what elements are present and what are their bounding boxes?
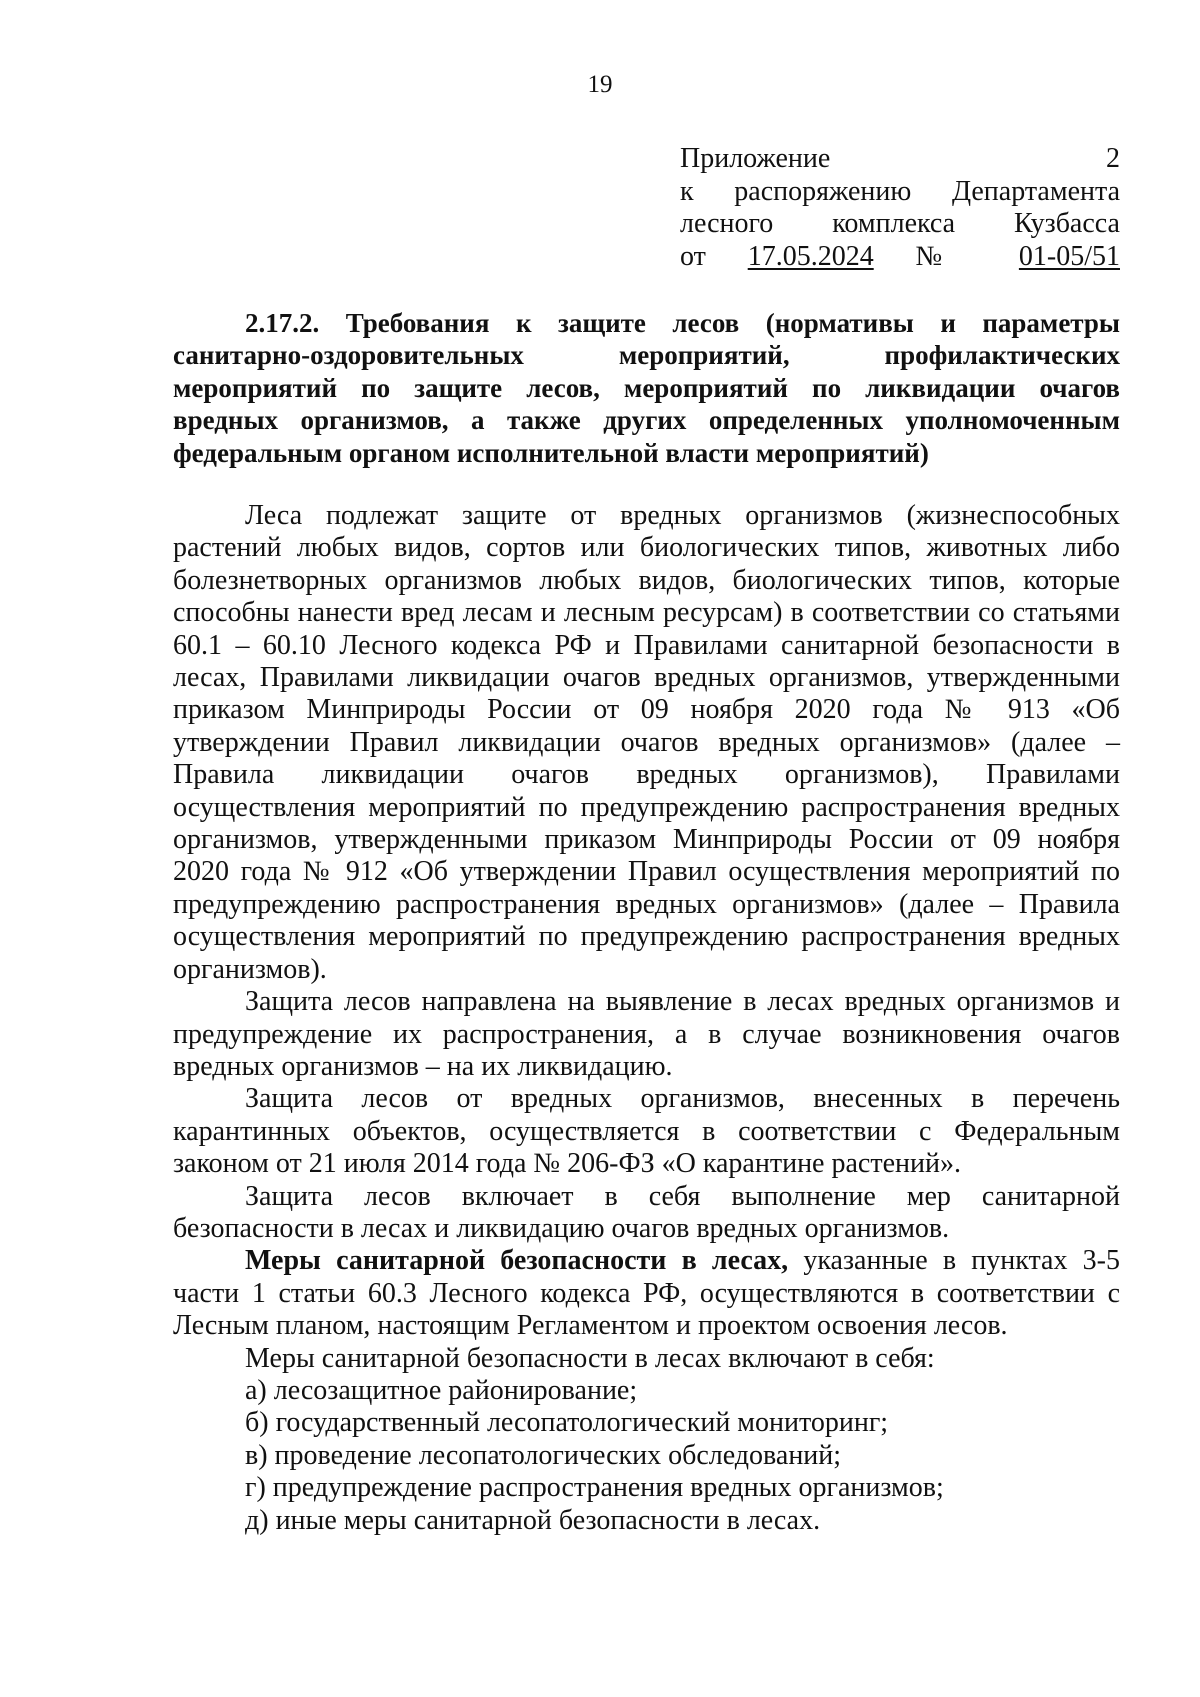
text-line: Защита лесов включает в себя выполнение мер санитарной <box>245 1180 1120 1212</box>
text-line: части 1 статьи 60.3 Лесного кодекса РФ, осуществляются в соответствии с <box>173 1277 1120 1309</box>
list-item: б) государственный лесопатологический мониторинг; <box>245 1407 889 1439</box>
paragraph-4 <box>173 1181 1120 1246</box>
number-prefix: № <box>873 240 1019 272</box>
paragraph-3 <box>173 1083 1120 1180</box>
document-date: 17.05.2024 <box>747 240 874 272</box>
text-line: Меры санитарной безопасности в лесах включают в себя: <box>245 1342 935 1374</box>
heading-line: санитарно-оздоровительных мероприятий, профилактических <box>173 340 1120 371</box>
document-number: 01-05/51 <box>1018 240 1120 272</box>
appendix-line-2: к распоряжению Департамента <box>680 175 1120 207</box>
appendix-header <box>680 143 1120 273</box>
body-text <box>173 500 1120 1537</box>
text-line: организмов, утвержденными приказом Минприроды России от 09 ноября <box>173 824 1120 856</box>
text-line: карантинных объектов, осуществляется в соответствии с Федеральным <box>173 1115 1120 1147</box>
text-line: растений любых видов, сортов или биологических типов, животных либо <box>173 532 1120 564</box>
text-line: 60.1 – 60.10 Лесного кодекса РФ и Правилами санитарной безопасности в <box>173 629 1120 661</box>
heading-line: вредных организмов, а также других определенных уполномоченным <box>173 405 1120 436</box>
text-line: Защита лесов от вредных организмов, внесенных в перечень <box>245 1083 1120 1115</box>
text-line <box>173 1245 1120 1277</box>
measures-list <box>173 1375 1120 1537</box>
text-line: предупреждение их распространения, а в случае возникновения очагов <box>173 1018 1120 1050</box>
heading-line: 2.17.2. Требования к защите лесов (нормативы и параметры <box>245 308 1120 338</box>
list-item: в) проведение лесопатологических обследований; <box>245 1439 842 1471</box>
paragraph-5 <box>173 1245 1120 1342</box>
text-run: указанные в пунктах 3-5 <box>788 1245 1120 1277</box>
paragraph-2 <box>173 986 1120 1083</box>
heading-line: мероприятий по защите лесов, мероприятий по ликвидации очагов <box>173 372 1120 403</box>
text-line: болезнетворных организмов любых видов, биологических типов, которые <box>173 564 1120 596</box>
text-line: Правила ликвидации очагов вредных организмов), Правилами <box>173 759 1120 791</box>
text-line: лесах, Правилами ликвидации очагов вредных организмов, утвержденными <box>173 662 1120 694</box>
text-line: способны нанести вред лесам и лесным ресурсам) в соответствии со статьями <box>173 597 1120 629</box>
appendix-date-line <box>680 241 1120 274</box>
list-item: д) иные меры санитарной безопасности в лесах. <box>245 1504 821 1536</box>
list-item: г) предупреждение распространения вредных организмов; <box>245 1472 944 1504</box>
list-item: а) лесозащитное районирование; <box>245 1374 638 1406</box>
text-line: осуществления мероприятий по предупреждению распространения вредных <box>173 791 1120 823</box>
text-line: приказом Минприроды России от 09 ноября 2020 года № 913 «Об <box>173 694 1120 726</box>
paragraph-6 <box>173 1343 1120 1375</box>
paragraph-1 <box>173 500 1120 986</box>
text-line: безопасности в лесах и ликвидацию очагов вредных организмов. <box>173 1212 950 1244</box>
text-line: 2020 года № 912 «Об утверждении Правил осуществления мероприятий по <box>173 856 1120 888</box>
bold-term: Меры санитарной безопасности в лесах, <box>245 1245 789 1277</box>
text-line: организмов). <box>173 953 327 985</box>
text-line: Защита лесов направлена на выявление в лесах вредных организмов и <box>245 986 1120 1018</box>
text-line: законом от 21 июля 2014 года № 206-ФЗ «О карантине растений». <box>173 1148 961 1180</box>
heading-line: федеральным органом исполнительной власти мероприятий) <box>173 437 929 468</box>
page-number: 19 <box>587 71 613 98</box>
text-line: вредных организмов – на их ликвидацию. <box>173 1050 673 1082</box>
appendix-line-3: лесного комплекса Кузбасса <box>680 208 1120 239</box>
section-heading <box>173 307 1120 469</box>
text-line: Леса подлежат защите от вредных организмов (жизнеспособных <box>245 500 1120 531</box>
text-line: Лесным планом, настоящим Регламентом и проектом освоения лесов. <box>173 1310 1008 1342</box>
text-line: предупреждению распространения вредных организмов» (далее – Правила <box>173 888 1120 920</box>
text-line: утверждении Правил ликвидации очагов вредных организмов» (далее – <box>173 726 1120 758</box>
text-line: осуществления мероприятий по предупреждению распространения вредных <box>173 921 1120 953</box>
date-prefix: от <box>680 240 748 272</box>
appendix-title: Приложение 2 <box>680 143 1120 174</box>
